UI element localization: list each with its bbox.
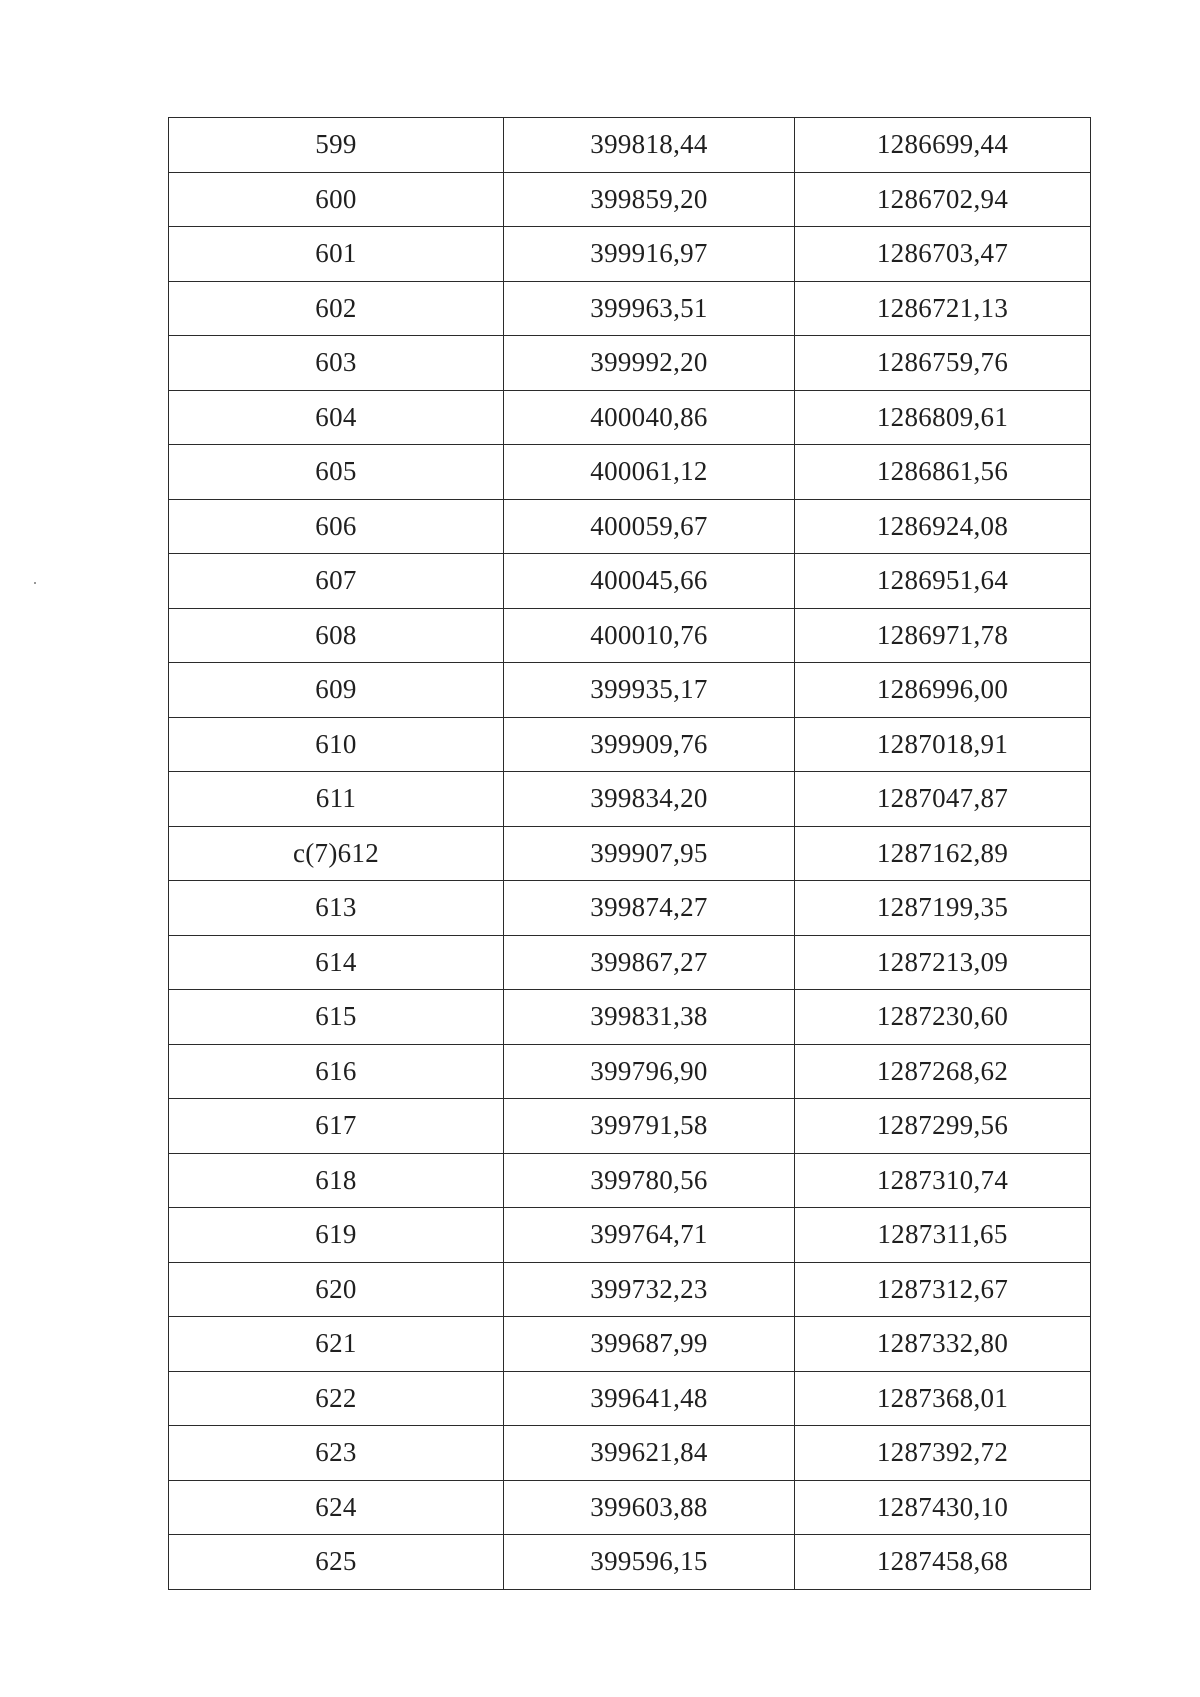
x-coordinate-cell: 399732,23 xyxy=(504,1262,795,1317)
y-coordinate-cell: 1287310,74 xyxy=(795,1153,1091,1208)
point-number-cell: 625 xyxy=(169,1535,504,1590)
point-number-cell: 600 xyxy=(169,172,504,227)
x-coordinate-cell: 399818,44 xyxy=(504,118,795,173)
x-coordinate-cell: 399859,20 xyxy=(504,172,795,227)
point-number-cell: 622 xyxy=(169,1371,504,1426)
point-number-cell: 599 xyxy=(169,118,504,173)
x-coordinate-cell: 399907,95 xyxy=(504,826,795,881)
y-coordinate-cell: 1286861,56 xyxy=(795,445,1091,500)
table-row xyxy=(169,227,1091,282)
table-row xyxy=(169,826,1091,881)
x-coordinate-cell: 399621,84 xyxy=(504,1426,795,1481)
y-coordinate-cell: 1287430,10 xyxy=(795,1480,1091,1535)
point-number-cell: 604 xyxy=(169,390,504,445)
x-coordinate-cell: 399963,51 xyxy=(504,281,795,336)
x-coordinate-cell: 399909,76 xyxy=(504,717,795,772)
table-row xyxy=(169,717,1091,772)
table-row xyxy=(169,445,1091,500)
y-coordinate-cell: 1287199,35 xyxy=(795,881,1091,936)
x-coordinate-cell: 400045,66 xyxy=(504,554,795,609)
y-coordinate-cell: 1286721,13 xyxy=(795,281,1091,336)
scan-speck xyxy=(34,582,36,584)
table-row xyxy=(169,1099,1091,1154)
table-row xyxy=(169,554,1091,609)
y-coordinate-cell: 1287312,67 xyxy=(795,1262,1091,1317)
x-coordinate-cell: 399596,15 xyxy=(504,1535,795,1590)
table-row xyxy=(169,336,1091,391)
y-coordinate-cell: 1286702,94 xyxy=(795,172,1091,227)
x-coordinate-cell: 399874,27 xyxy=(504,881,795,936)
y-coordinate-cell: 1286703,47 xyxy=(795,227,1091,282)
y-coordinate-cell: 1286924,08 xyxy=(795,499,1091,554)
x-coordinate-cell: 399935,17 xyxy=(504,663,795,718)
y-coordinate-cell: 1287230,60 xyxy=(795,990,1091,1045)
table-row xyxy=(169,1426,1091,1481)
y-coordinate-cell: 1287458,68 xyxy=(795,1535,1091,1590)
table-row xyxy=(169,990,1091,1045)
table-row xyxy=(169,1262,1091,1317)
x-coordinate-cell: 399764,71 xyxy=(504,1208,795,1263)
y-coordinate-cell: 1286971,78 xyxy=(795,608,1091,663)
point-number-cell: 611 xyxy=(169,772,504,827)
y-coordinate-cell: 1287368,01 xyxy=(795,1371,1091,1426)
x-coordinate-cell: 399687,99 xyxy=(504,1317,795,1372)
table-row xyxy=(169,881,1091,936)
y-coordinate-cell: 1287047,87 xyxy=(795,772,1091,827)
point-number-cell: 614 xyxy=(169,935,504,990)
y-coordinate-cell: 1287268,62 xyxy=(795,1044,1091,1099)
table-row xyxy=(169,1535,1091,1590)
point-number-cell: 601 xyxy=(169,227,504,282)
table-row xyxy=(169,1153,1091,1208)
y-coordinate-cell: 1286951,64 xyxy=(795,554,1091,609)
point-number-cell: 615 xyxy=(169,990,504,1045)
y-coordinate-cell: 1286996,00 xyxy=(795,663,1091,718)
x-coordinate-cell: 399831,38 xyxy=(504,990,795,1045)
point-number-cell: 613 xyxy=(169,881,504,936)
point-number-cell: 606 xyxy=(169,499,504,554)
x-coordinate-cell: 399916,97 xyxy=(504,227,795,282)
table-row xyxy=(169,499,1091,554)
y-coordinate-cell: 1286759,76 xyxy=(795,336,1091,391)
point-number-cell: 617 xyxy=(169,1099,504,1154)
x-coordinate-cell: 399641,48 xyxy=(504,1371,795,1426)
table-row xyxy=(169,1044,1091,1099)
x-coordinate-cell: 399796,90 xyxy=(504,1044,795,1099)
x-coordinate-cell: 400059,67 xyxy=(504,499,795,554)
y-coordinate-cell: 1286699,44 xyxy=(795,118,1091,173)
y-coordinate-cell: 1287018,91 xyxy=(795,717,1091,772)
coordinates-table-body xyxy=(169,118,1091,1590)
point-number-cell: 618 xyxy=(169,1153,504,1208)
table-row xyxy=(169,1317,1091,1372)
table-row xyxy=(169,281,1091,336)
x-coordinate-cell: 399603,88 xyxy=(504,1480,795,1535)
x-coordinate-cell: 400010,76 xyxy=(504,608,795,663)
point-number-cell: 619 xyxy=(169,1208,504,1263)
x-coordinate-cell: 400040,86 xyxy=(504,390,795,445)
x-coordinate-cell: 399834,20 xyxy=(504,772,795,827)
table-row xyxy=(169,663,1091,718)
point-number-cell: 605 xyxy=(169,445,504,500)
point-number-cell: 623 xyxy=(169,1426,504,1481)
coordinates-table xyxy=(168,117,1091,1590)
table-row xyxy=(169,172,1091,227)
table-row xyxy=(169,935,1091,990)
y-coordinate-cell: 1287311,65 xyxy=(795,1208,1091,1263)
point-number-cell: 620 xyxy=(169,1262,504,1317)
y-coordinate-cell: 1287299,56 xyxy=(795,1099,1091,1154)
point-number-cell: 607 xyxy=(169,554,504,609)
x-coordinate-cell: 400061,12 xyxy=(504,445,795,500)
table-row xyxy=(169,118,1091,173)
table-row xyxy=(169,1480,1091,1535)
point-number-cell: 616 xyxy=(169,1044,504,1099)
point-number-cell: c(7)612 xyxy=(169,826,504,881)
point-number-cell: 621 xyxy=(169,1317,504,1372)
y-coordinate-cell: 1287162,89 xyxy=(795,826,1091,881)
point-number-cell: 624 xyxy=(169,1480,504,1535)
x-coordinate-cell: 399867,27 xyxy=(504,935,795,990)
y-coordinate-cell: 1287392,72 xyxy=(795,1426,1091,1481)
y-coordinate-cell: 1287332,80 xyxy=(795,1317,1091,1372)
table-row xyxy=(169,1371,1091,1426)
table-row xyxy=(169,1208,1091,1263)
point-number-cell: 602 xyxy=(169,281,504,336)
table-row xyxy=(169,608,1091,663)
x-coordinate-cell: 399780,56 xyxy=(504,1153,795,1208)
table-row xyxy=(169,390,1091,445)
point-number-cell: 610 xyxy=(169,717,504,772)
table-row xyxy=(169,772,1091,827)
point-number-cell: 609 xyxy=(169,663,504,718)
point-number-cell: 608 xyxy=(169,608,504,663)
y-coordinate-cell: 1286809,61 xyxy=(795,390,1091,445)
x-coordinate-cell: 399791,58 xyxy=(504,1099,795,1154)
y-coordinate-cell: 1287213,09 xyxy=(795,935,1091,990)
x-coordinate-cell: 399992,20 xyxy=(504,336,795,391)
point-number-cell: 603 xyxy=(169,336,504,391)
